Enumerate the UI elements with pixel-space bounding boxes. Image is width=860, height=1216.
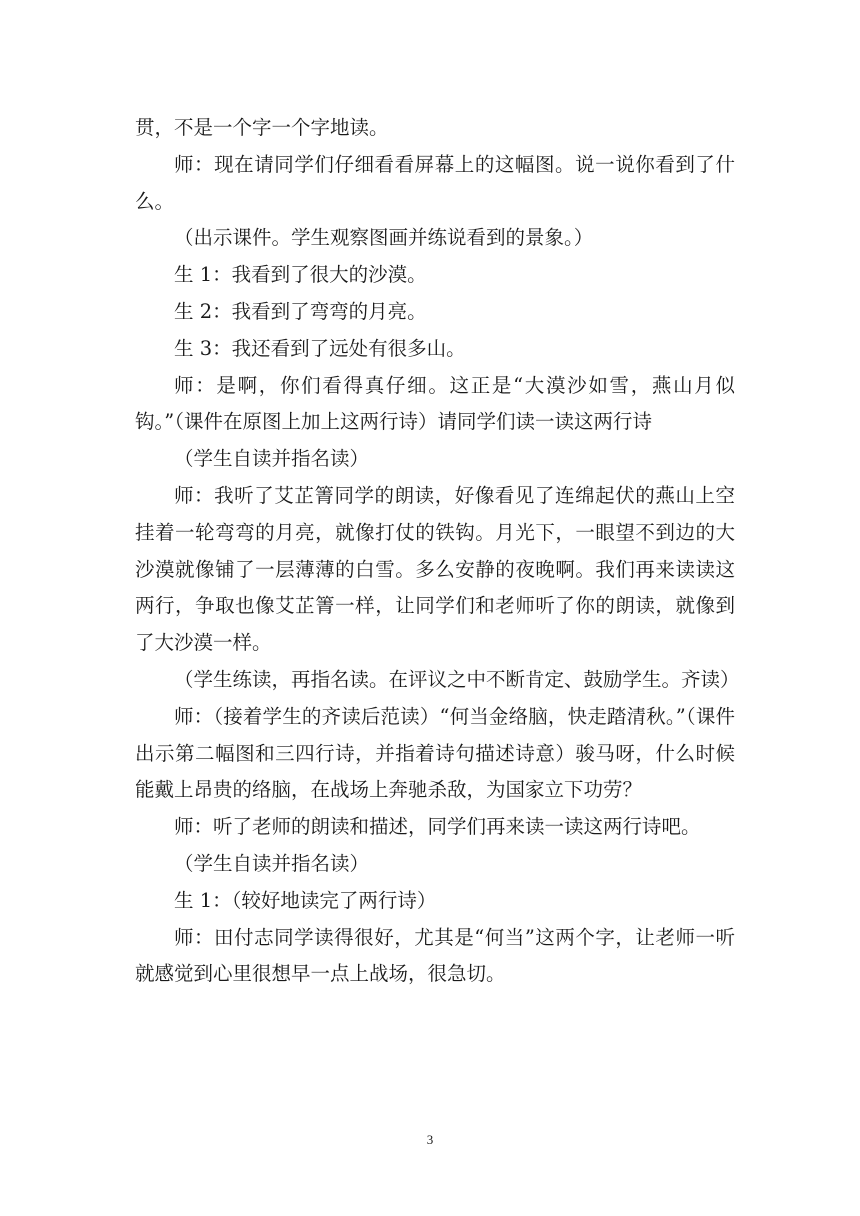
paragraph: 生 1：我看到了很大的沙漠。 <box>174 263 427 287</box>
paragraph: 师：田付志同学读得很好，尤其是“何当”这两个字，让老师一听就感觉到心里很想早一点上战场，很急切。 <box>135 925 735 986</box>
document-body <box>135 110 740 993</box>
paragraph: 师：现在请同学们仔细看看屏幕上的这幅图。说一说你看到了什么。 <box>135 152 735 213</box>
paragraph: （学生练读，再指名读。在评议之中不断肯定、鼓励学生。齐读） <box>174 667 740 691</box>
paragraph: 师：（接着学生的齐读后范读）“何当金络脑，快走踏清秋。”（课件出示第二幅图和三四行诗，并指着诗句描述诗意）骏马呀，什么时候能戴上昂贵的络脑，在战场上奔驰杀敌，为国家立下功劳？ <box>135 704 735 802</box>
page-number: 3 <box>426 1132 434 1147</box>
paragraph: （学生自读并指名读） <box>174 851 370 875</box>
paragraph: 生 2：我看到了弯弯的月亮。 <box>174 299 427 323</box>
paragraph: 师：听了老师的朗读和描述，同学们再来读一读这两行诗吧。 <box>174 815 701 839</box>
paragraph: （出示课件。学生观察图画并练说看到的景象。） <box>174 226 594 250</box>
paragraph: （学生自读并指名读） <box>174 447 370 471</box>
paragraph: 生 3：我还看到了远处有很多山。 <box>174 336 466 360</box>
paragraph: 师：是啊，你们看得真仔细。这正是“大漠沙如雪，燕山月似钩。”（课件在原图上加上这两行诗）请同学们读一读这两行诗 <box>135 373 735 434</box>
paragraph: 师：我听了艾芷箐同学的朗读，好像看见了连绵起伏的燕山上空挂着一轮弯弯的月亮，就像打仗的铁钩。月光下，一眼望不到边的大沙漠就像铺了一层薄薄的白雪。多么安静的夜晚啊。我们再来读读这两行，争取也像艾芷箐一样，让同学们和老师听了你的朗读，就像到了大沙漠一样。 <box>135 483 735 655</box>
paragraph: 贯，不是一个字一个字地读。 <box>135 116 389 139</box>
paragraph: 生 1：（较好地读完了两行诗） <box>174 888 437 912</box>
